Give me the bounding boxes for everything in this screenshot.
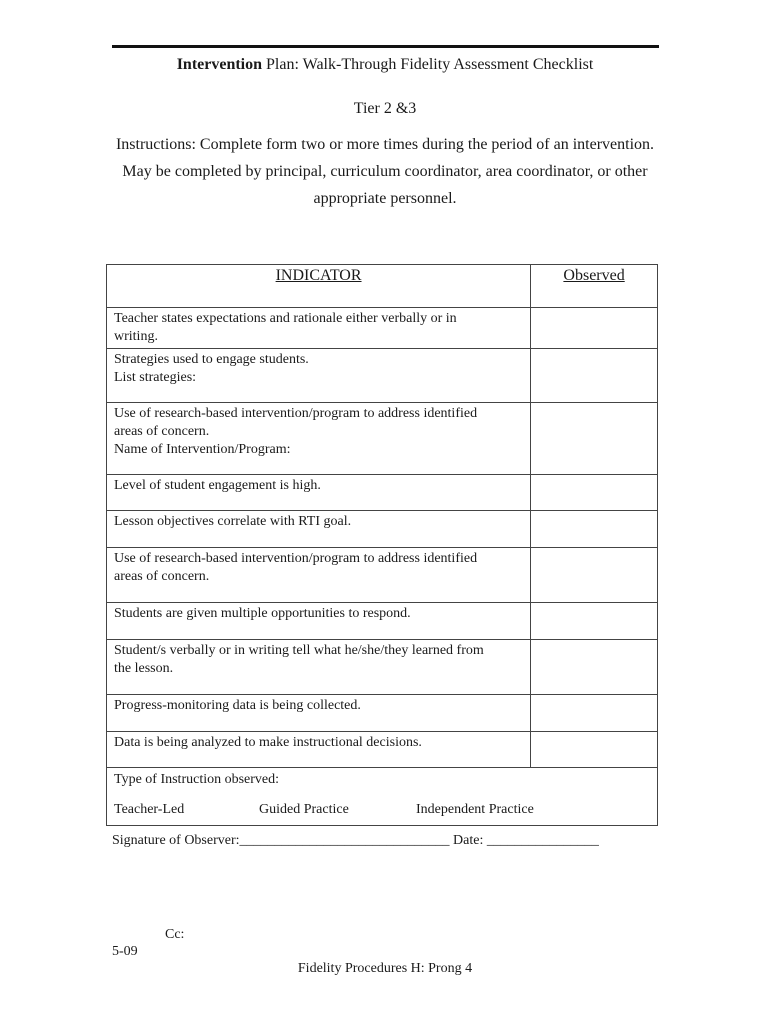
indicator-row: [107, 695, 658, 732]
instructions: Instructions: Complete form two or more times during the period of an intervention. May be completed by principal, curriculum coordinator, area coordinator, or other appropriate personnel.: [115, 136, 655, 207]
table-header-row: [107, 265, 658, 308]
indicator-row: [107, 548, 658, 603]
indicator-cell: [107, 548, 531, 603]
signature-line: Signature of Observer:______________________________ Date: ________________: [112, 833, 599, 848]
indicator-cell: [107, 349, 531, 403]
observed-header: Observed: [531, 265, 658, 308]
page-footer: Fidelity Procedures H: Prong 4: [297, 961, 473, 976]
indicator-text: areas of concern.: [114, 424, 210, 439]
indicator-cell: [107, 603, 531, 640]
cc-label: Cc:: [165, 927, 185, 942]
tier-label: Tier 2 &3: [353, 100, 417, 117]
observed-cell[interactable]: [531, 732, 658, 768]
indicator-text: the lesson.: [114, 661, 174, 676]
observed-cell[interactable]: [531, 403, 658, 475]
indicator-text: Level of student engagement is high.: [114, 478, 321, 493]
indicator-text: List strategies:: [114, 370, 197, 385]
indicator-text: writing.: [114, 329, 158, 344]
form-code: 5-09: [112, 944, 138, 959]
indicator-cell: [107, 695, 531, 732]
indicator-text: Lesson objectives correlate with RTI goal.: [114, 514, 352, 529]
instruction-option[interactable]: Guided Practice: [259, 802, 349, 817]
observed-cell[interactable]: [531, 308, 658, 349]
top-rule: [112, 45, 659, 48]
instruction-type-cell: [107, 768, 658, 826]
observed-cell[interactable]: [531, 695, 658, 732]
indicator-cell: [107, 403, 531, 475]
indicator-cell: [107, 475, 531, 511]
observed-cell[interactable]: [531, 511, 658, 548]
indicator-header: INDICATOR: [107, 265, 531, 308]
indicator-text: Strategies used to engage students.: [114, 352, 309, 367]
indicator-text: Student/s verbally or in writing tell what he/she/they learned from: [114, 643, 484, 658]
observed-cell[interactable]: [531, 349, 658, 403]
indicator-text: areas of concern.: [114, 569, 210, 584]
indicator-cell: [107, 732, 531, 768]
indicator-text: Students are given multiple opportunities to respond.: [114, 606, 411, 621]
indicator-row: [107, 475, 658, 511]
instruction-option[interactable]: Independent Practice: [416, 802, 534, 817]
instruction-option[interactable]: Teacher-Led: [114, 802, 185, 817]
fidelity-checklist-table: [106, 264, 658, 826]
observed-cell[interactable]: [531, 475, 658, 511]
indicator-text: Use of research-based intervention/program to address identified: [114, 406, 478, 421]
instruction-type-options: [114, 801, 650, 823]
indicator-cell: [107, 511, 531, 548]
indicator-text: Data is being analyzed to make instructional decisions.: [114, 735, 422, 750]
indicator-row: [107, 511, 658, 548]
indicator-row: [107, 308, 658, 349]
indicator-cell: [107, 640, 531, 695]
indicator-text: Name of Intervention/Program:: [114, 442, 291, 457]
indicator-text: Progress-monitoring data is being collected.: [114, 698, 361, 713]
observed-cell[interactable]: [531, 603, 658, 640]
indicator-row: [107, 403, 658, 475]
observed-cell[interactable]: [531, 640, 658, 695]
instruction-type-label: Type of Instruction observed:: [114, 772, 280, 787]
indicator-row: [107, 640, 658, 695]
observed-cell[interactable]: [531, 548, 658, 603]
page-title: [0, 56, 770, 74]
indicator-row: [107, 349, 658, 403]
indicator-cell: [107, 308, 531, 349]
indicator-text: Teacher states expectations and rationale either verbally or in: [114, 311, 457, 326]
title-bold: Intervention: [176, 56, 263, 73]
title-rest: Plan: Walk-Through Fidelity Assessment Checklist: [262, 56, 594, 73]
indicator-row: [107, 732, 658, 768]
indicator-text: Use of research-based intervention/program to address identified: [114, 551, 478, 566]
indicator-row: [107, 603, 658, 640]
instruction-type-row: [107, 768, 658, 826]
